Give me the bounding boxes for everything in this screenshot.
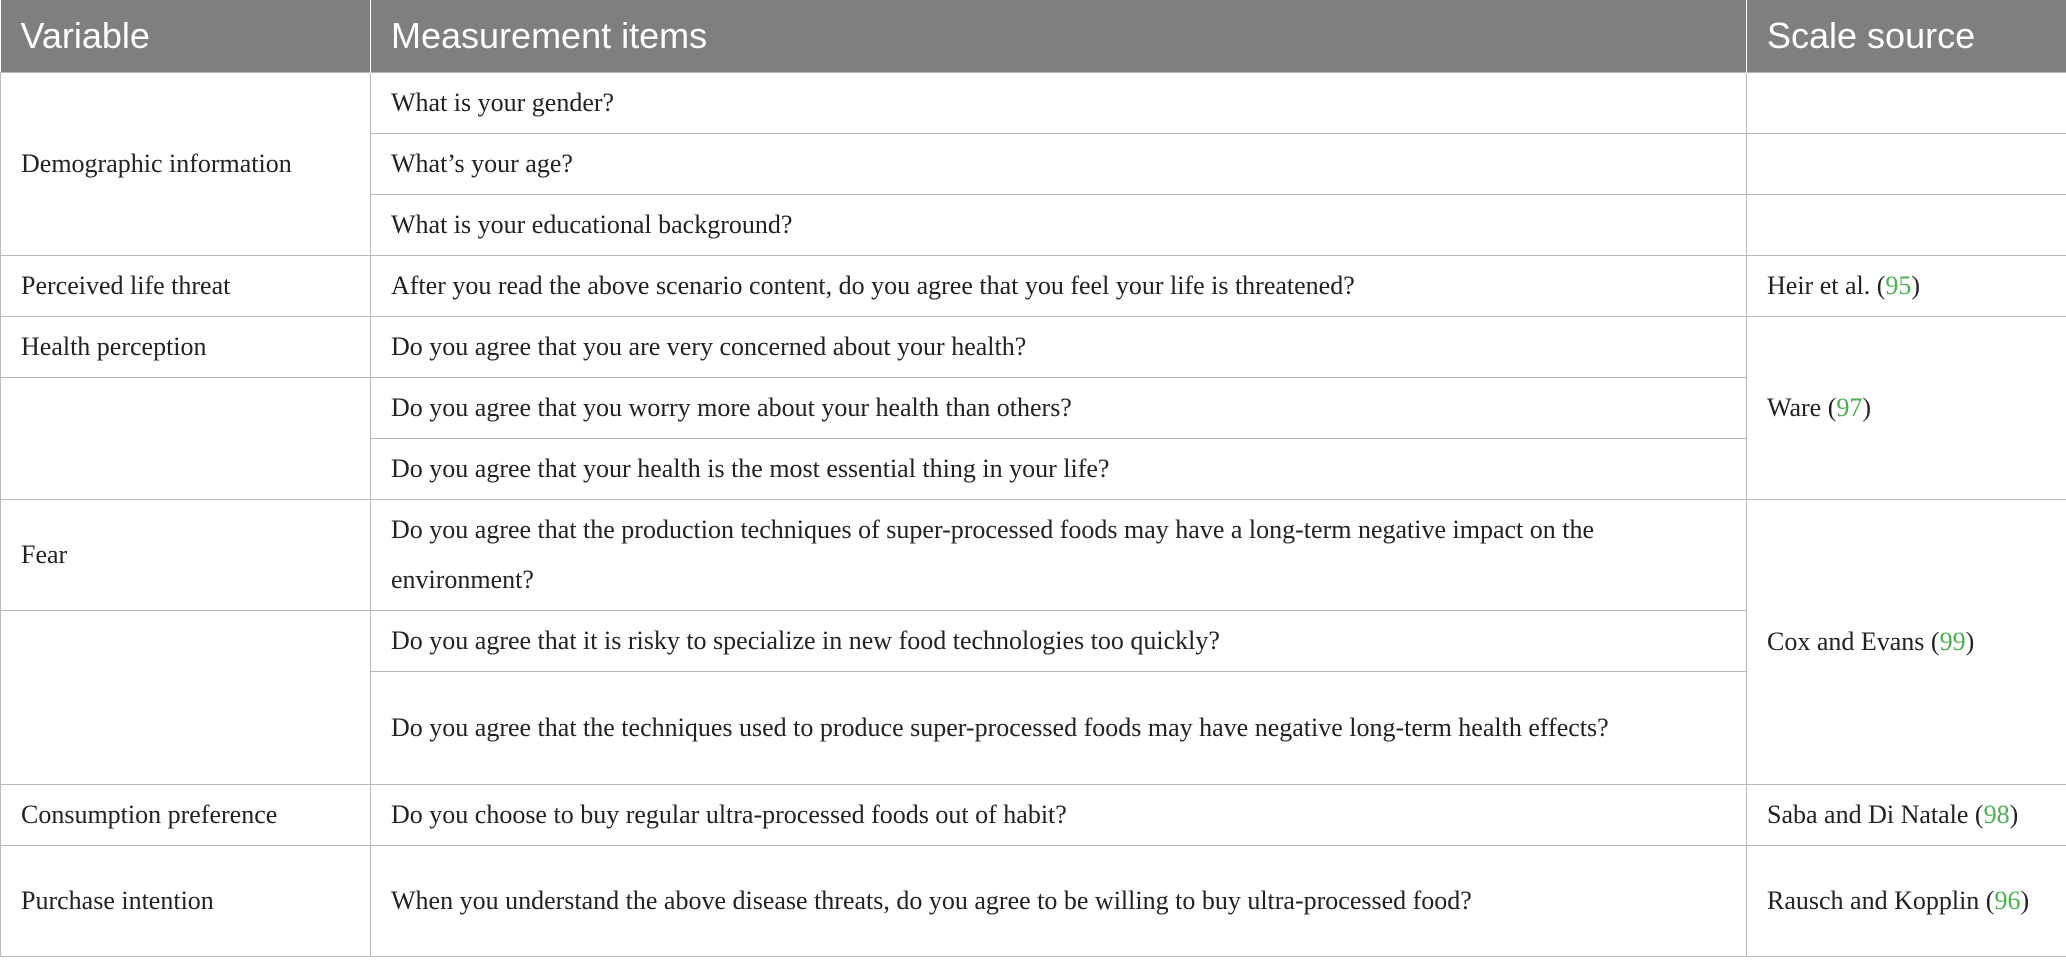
reference-link[interactable]: 96 <box>1994 886 2021 915</box>
source-cell <box>1747 317 2066 500</box>
source-close: ) <box>1862 393 1872 422</box>
variable-cell: Fear <box>1 500 371 611</box>
table-row <box>1 846 2066 957</box>
table-row <box>1 500 2066 611</box>
item-cell: What’s your age? <box>371 134 1747 195</box>
item-cell: Do you agree that your health is the most essential thing in your life? <box>371 439 1747 500</box>
table-row <box>1 785 2066 846</box>
reference-link[interactable]: 97 <box>1836 393 1863 422</box>
variable-cell: Purchase intention <box>1 846 371 957</box>
variable-cell <box>1 611 371 785</box>
source-text: Rausch and Kopplin ( <box>1767 886 1995 915</box>
variable-cell: Perceived life threat <box>1 256 371 317</box>
item-cell: What is your gender? <box>371 73 1747 134</box>
source-cell <box>1747 785 2066 846</box>
table-row <box>1 73 2066 134</box>
header-scale-source: Scale source <box>1747 0 2066 73</box>
source-cell <box>1747 846 2066 957</box>
header-variable: Variable <box>1 0 371 73</box>
table-row <box>1 317 2066 378</box>
variable-cell: Demographic information <box>1 73 371 256</box>
header-measurement-items: Measurement items <box>371 0 1747 73</box>
reference-link[interactable]: 95 <box>1885 271 1912 300</box>
source-text: Saba and Di Natale ( <box>1767 800 1984 829</box>
source-cell <box>1747 195 2066 256</box>
header-row <box>1 0 2066 73</box>
item-cell: After you read the above scenario content, do you agree that you feel your life is threatened? <box>371 256 1747 317</box>
source-close: ) <box>2020 886 2030 915</box>
table-row <box>1 256 2066 317</box>
item-cell: Do you choose to buy regular ultra-processed foods out of habit? <box>371 785 1747 846</box>
source-cell <box>1747 73 2066 134</box>
source-cell <box>1747 256 2066 317</box>
source-text: Cox and Evans ( <box>1767 627 1940 656</box>
source-close: ) <box>1911 271 1921 300</box>
item-cell: Do you agree that you worry more about your health than others? <box>371 378 1747 439</box>
item-cell: What is your educational background? <box>371 195 1747 256</box>
variable-cell: Consumption preference <box>1 785 371 846</box>
reference-link[interactable]: 99 <box>1939 627 1966 656</box>
source-close: ) <box>1965 627 1975 656</box>
item-cell: When you understand the above disease threats, do you agree to be willing to buy ultra-processed food? <box>371 846 1747 957</box>
item-cell: Do you agree that you are very concerned about your health? <box>371 317 1747 378</box>
source-close: ) <box>2009 800 2019 829</box>
item-cell: Do you agree that the production techniques of super-processed foods may have a long-term negative impact on the environment? <box>371 500 1747 611</box>
source-cell <box>1747 500 2066 785</box>
source-text: Heir et al. ( <box>1767 271 1886 300</box>
item-cell: Do you agree that the techniques used to produce super-processed foods may have negative long-term health effects? <box>371 672 1747 785</box>
source-cell <box>1747 134 2066 195</box>
variable-cell: Health perception <box>1 317 371 378</box>
item-cell: Do you agree that it is risky to specialize in new food technologies too quickly? <box>371 611 1747 672</box>
source-text: Ware ( <box>1767 393 1837 422</box>
reference-link[interactable]: 98 <box>1983 800 2010 829</box>
variable-cell <box>1 378 371 500</box>
